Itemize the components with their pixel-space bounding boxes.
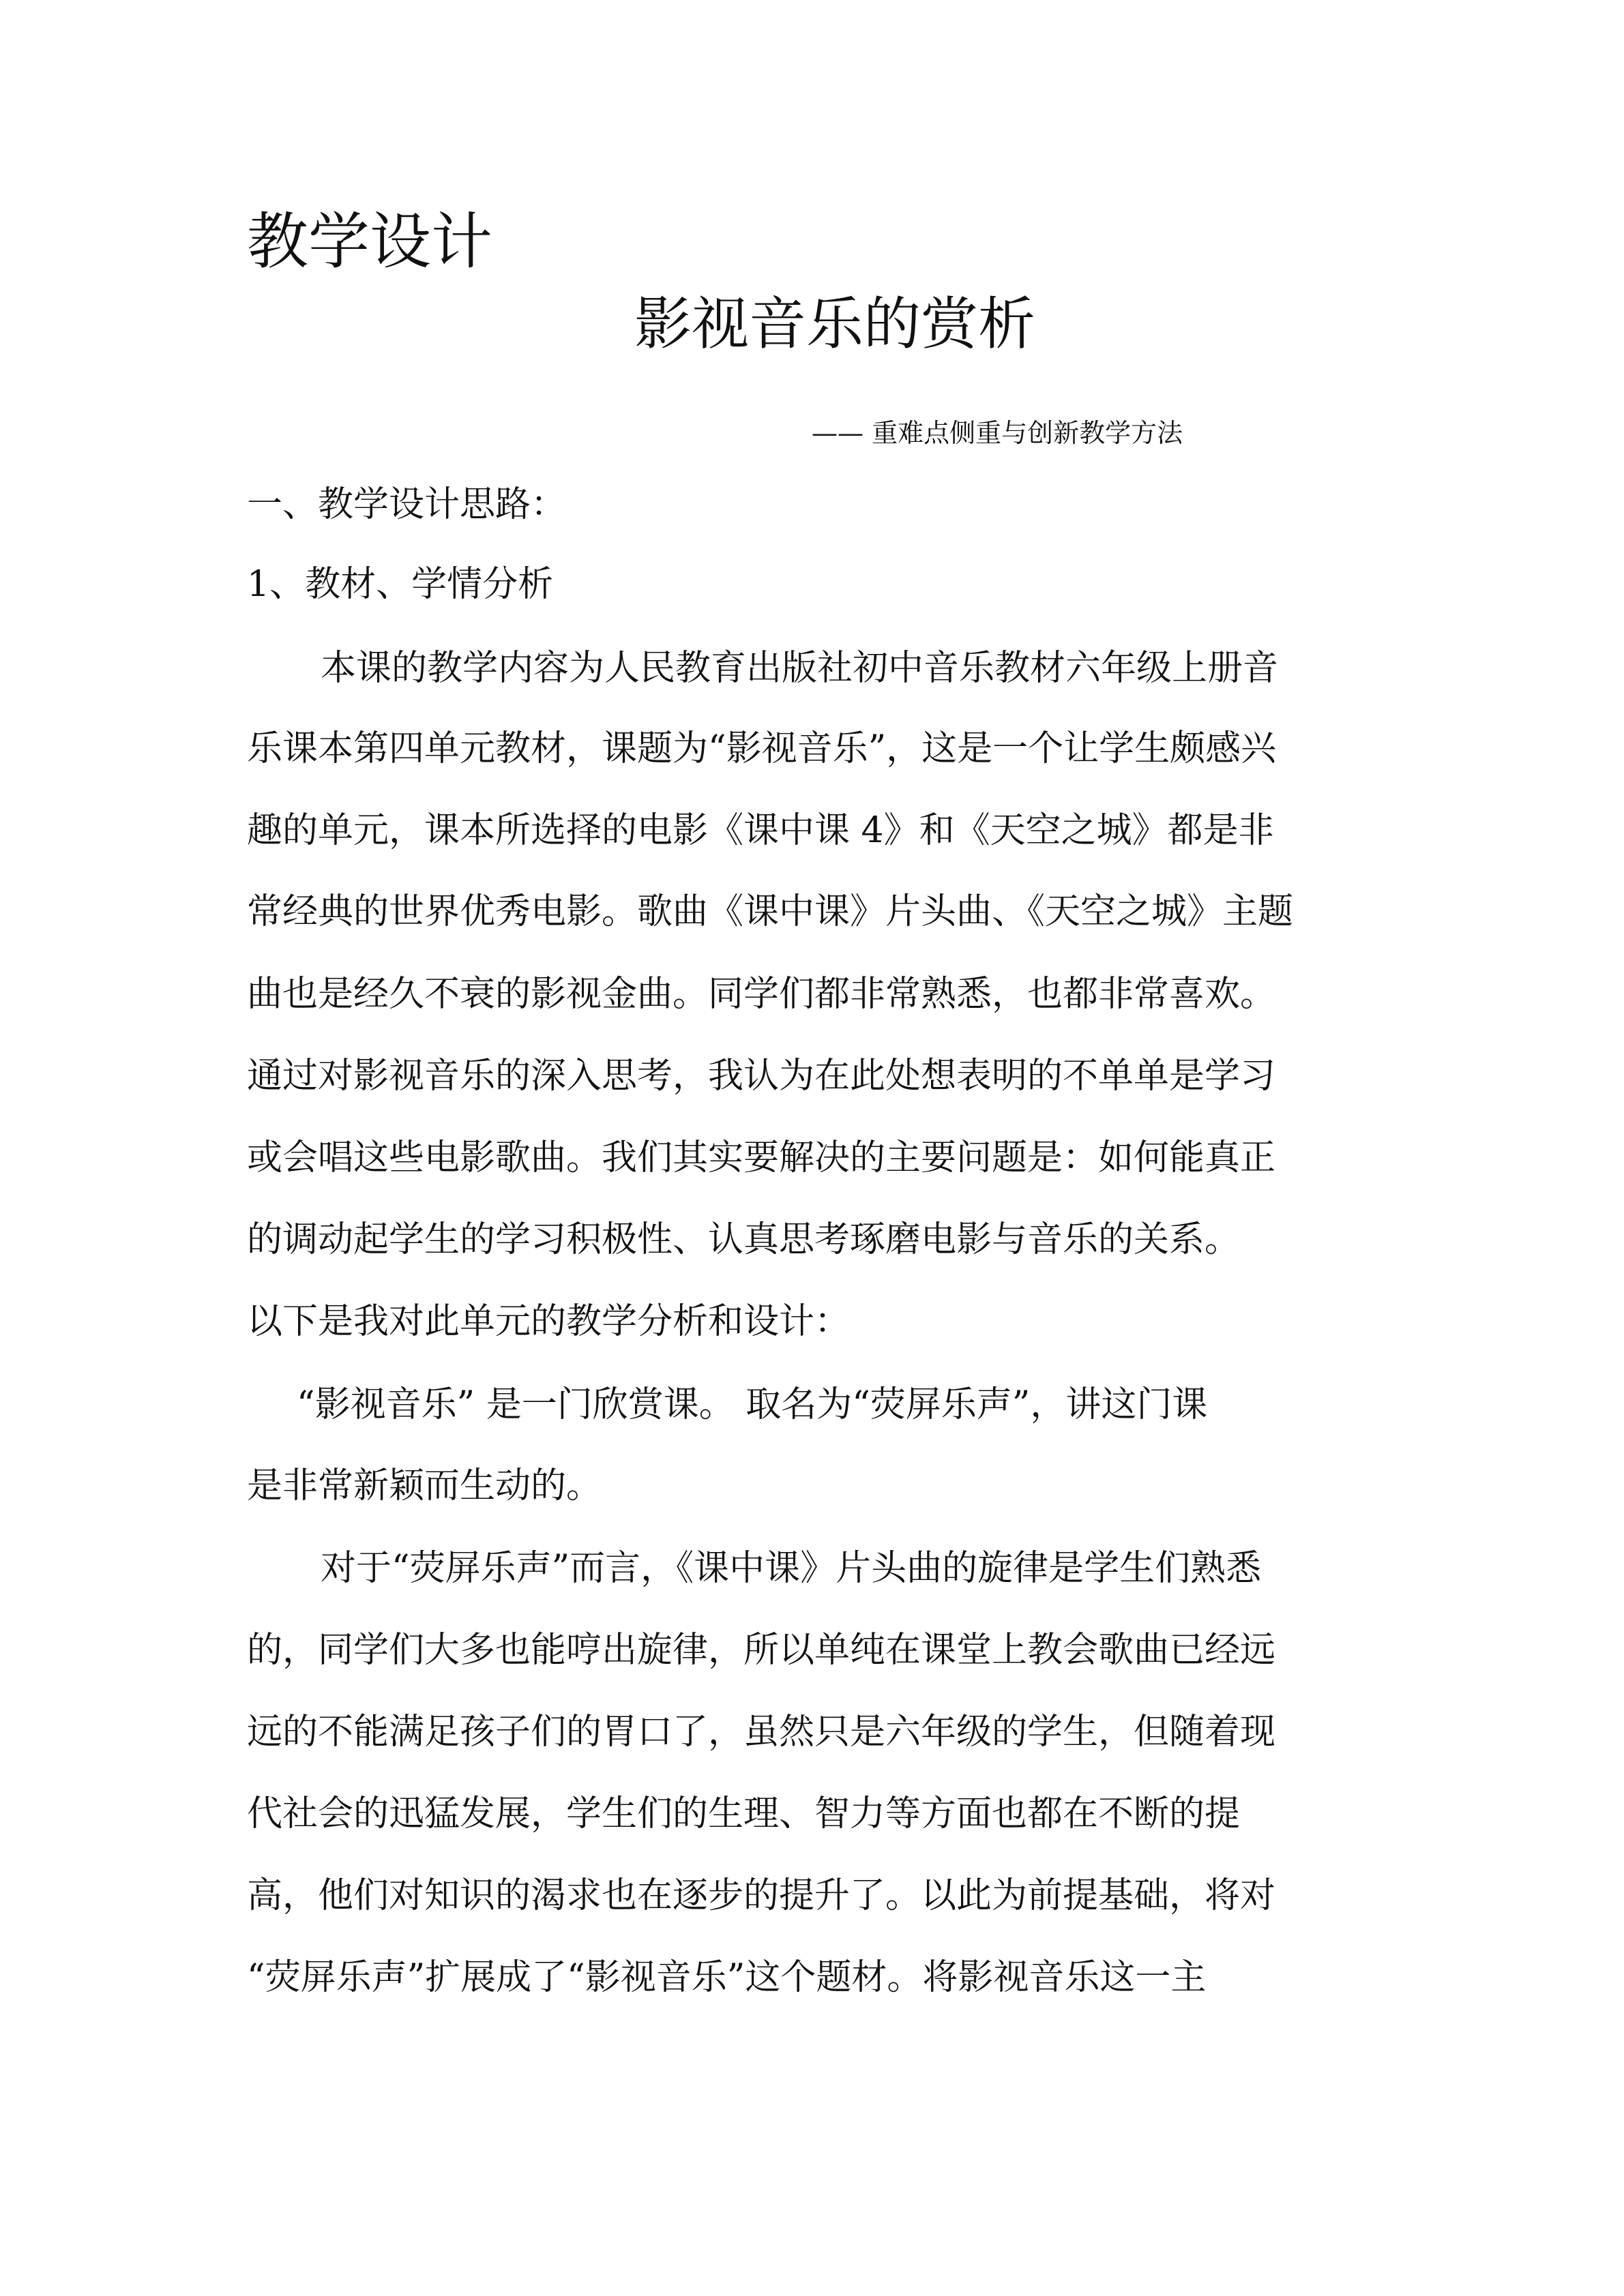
paragraph-line: 常经典的世界优秀电影。歌曲《课中课》片头曲、《天空之城》主题: [247, 891, 1294, 932]
paragraph-line: 远的不能满足孩子们的胃口了，虽然只是六年级的学生，但随着现: [247, 1712, 1276, 1753]
section-heading: 一、教学设计思路：: [247, 484, 567, 525]
paragraph-line: 通过对影视音乐的深入思考，我认为在此处想表明的不单单是学习: [247, 1056, 1276, 1097]
paragraph-line: 趣的单元，课本所选择的电影《课中课 4》和《天空之城》都是非: [247, 810, 1274, 851]
paragraph-line: “荧屏乐声”扩展成了“影视音乐”这个题材。将影视音乐这一主: [247, 1957, 1207, 1998]
document-subtitle: 影视音乐的赏析: [634, 290, 1036, 357]
paragraph-line: 或会唱这些电影歌曲。我们其实要解决的主要问题是：如何能真正: [247, 1137, 1276, 1178]
paragraph-line: “影视音乐” 是一门欣赏课。 取名为“荧屏乐声”，讲这门课: [297, 1384, 1208, 1425]
paragraph-line: 曲也是经久不衰的影视金曲。同学们都非常熟悉，也都非常喜欢。: [247, 974, 1276, 1015]
paragraph-line: 代社会的迅猛发展，学生们的生理、智力等方面也都在不断的提: [247, 1793, 1241, 1834]
paragraph-line: 以下是我对此单元的教学分析和设计：: [247, 1301, 851, 1342]
paragraph-line: 乐课本第四单元教材，课题为“影视音乐”，这是一个让学生颇感兴: [247, 728, 1277, 769]
paragraph-line: 的，同学们大多也能哼出旋律，所以单纯在课堂上教会歌曲已经远: [247, 1630, 1276, 1671]
paragraph-line: 高，他们对知识的渴求也在逐步的提升了。以此为前提基础，将对: [247, 1875, 1276, 1916]
paragraph-line: 对于“荧屏乐声”而言，《课中课》片头曲的旋律是学生们熟悉: [321, 1548, 1262, 1589]
document-tagline: —— 重难点侧重与创新教学方法: [812, 418, 1183, 448]
paragraph-line: 的调动起学生的学习积极性、认真思考琢磨电影与音乐的关系。: [247, 1219, 1241, 1260]
paragraph-line: 本课的教学内容为人民教育出版社初中音乐教材六年级上册音: [321, 648, 1279, 689]
paragraph-line: 是非常新颖而生动的。: [247, 1465, 602, 1506]
document-title: 教学设计: [247, 206, 492, 278]
subsection-heading: 1、教材、学情分析: [247, 564, 554, 605]
